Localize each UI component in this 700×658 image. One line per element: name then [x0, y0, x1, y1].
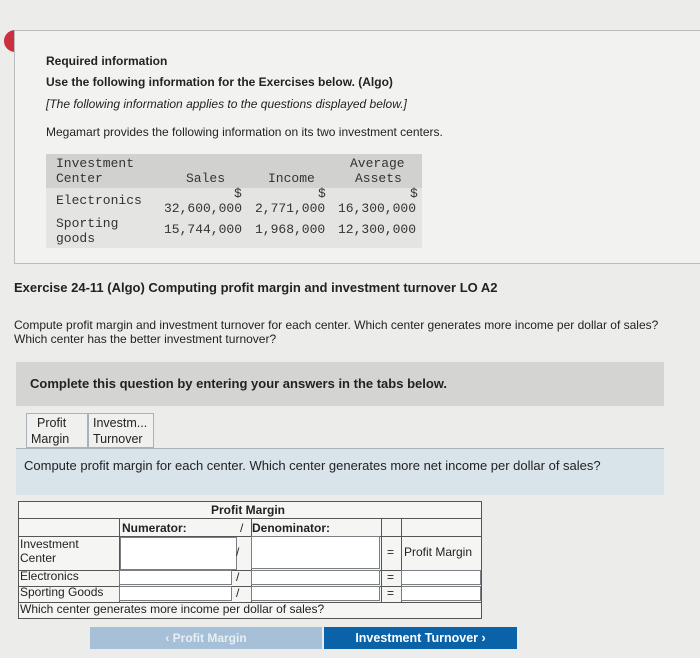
denominator-input[interactable] — [251, 536, 380, 569]
row-sporting-assets: 12,300,000 — [338, 222, 417, 237]
exercise-title: Exercise 24-11 (Algo) Computing profit margin and investment turnover LO A2 — [14, 280, 498, 295]
currency-sales: $ — [234, 186, 242, 201]
tab-investment-turnover-l1: Investm... — [93, 416, 148, 430]
info-note: [The following information applies to the questions displayed below.] — [46, 97, 407, 111]
row-label-electronics: Electronics — [20, 569, 79, 583]
electronics-numerator-input[interactable] — [119, 570, 232, 585]
header-slash: / — [240, 521, 244, 535]
final-question: Which center generates more income per dollar of sales? — [20, 602, 325, 616]
next-tab-button[interactable] — [324, 627, 517, 649]
sporting-numerator-input[interactable] — [119, 586, 232, 601]
electronics-numerator-input-header[interactable] — [120, 537, 240, 570]
header-income: Income — [268, 171, 315, 186]
col-label-l1: Investment — [20, 537, 79, 551]
row-sporting-income: 1,968,000 — [255, 222, 326, 237]
next-tab-label: Investment Turnover — [355, 631, 479, 645]
chevron-right-icon: › — [478, 631, 486, 645]
sporting-denominator-input[interactable] — [251, 586, 380, 601]
electronics-denominator-input[interactable] — [251, 570, 380, 585]
exercise-prompt: Compute profit margin and investment turnover for each center. Which center generates more income per dollar of sales? Which center has the better investment turnover? — [14, 318, 659, 346]
sporting-equals: = — [387, 586, 395, 600]
numerator-label: Numerator: — [122, 521, 187, 535]
currency-assets: $ — [410, 186, 418, 201]
tab-profit-margin-l1: Profit — [37, 416, 67, 430]
banner-text: Complete this question by entering your answers in the tabs below. — [30, 376, 448, 391]
question-text: Compute profit margin for each center. Which center generates more net income per dollar of sales? — [24, 458, 601, 473]
info-instruction: Use the following information for the Exercises below. (Algo) — [46, 75, 393, 89]
row-electronics-sales: 32,600,000 — [164, 201, 243, 216]
tab-investment-turnover[interactable] — [88, 413, 154, 448]
header-assets-l2: Assets — [355, 171, 402, 186]
previous-tab-label: Profit Margin — [172, 631, 247, 645]
row-sporting-center-l1: Sporting — [56, 216, 119, 231]
row-sporting-center-l2: goods — [56, 231, 96, 246]
col-label-l2: Center — [20, 551, 57, 565]
denominator-label: Denominator: — [252, 521, 330, 535]
result-label: Profit Margin — [404, 545, 473, 559]
electronics-equals: = — [387, 570, 395, 584]
row-sporting-sales: 15,744,000 — [164, 222, 243, 237]
header-center-l2: Center — [56, 171, 103, 186]
chevron-left-icon: ‹ — [165, 631, 173, 645]
header-assets-l1: Average — [350, 156, 405, 171]
row-electronics-assets: 16,300,000 — [338, 201, 417, 216]
tab-profit-margin-l2: Margin — [31, 432, 70, 446]
previous-tab-button[interactable] — [90, 627, 322, 649]
info-heading: Required information — [46, 54, 168, 68]
row-electronics-center: Electronics — [56, 193, 142, 208]
sporting-slash: / — [236, 586, 240, 600]
mid-slash: / — [236, 545, 240, 559]
grid-title: Profit Margin — [211, 503, 285, 517]
sporting-result-input[interactable] — [401, 586, 481, 601]
row-label-sporting-goods: Sporting Goods — [20, 585, 104, 599]
tab-profit-margin[interactable] — [26, 413, 88, 448]
currency-income: $ — [318, 186, 326, 201]
info-intro: Megamart provides the following information on its two investment centers. — [46, 125, 443, 139]
electronics-slash: / — [236, 570, 240, 584]
header-center-l1: Investment — [56, 156, 135, 171]
header-sales: Sales — [186, 171, 226, 186]
tab-investment-turnover-l2: Turnover — [93, 432, 143, 446]
electronics-result-input[interactable] — [401, 570, 481, 585]
mid-equals: = — [387, 545, 395, 559]
row-electronics-income: 2,771,000 — [255, 201, 326, 216]
